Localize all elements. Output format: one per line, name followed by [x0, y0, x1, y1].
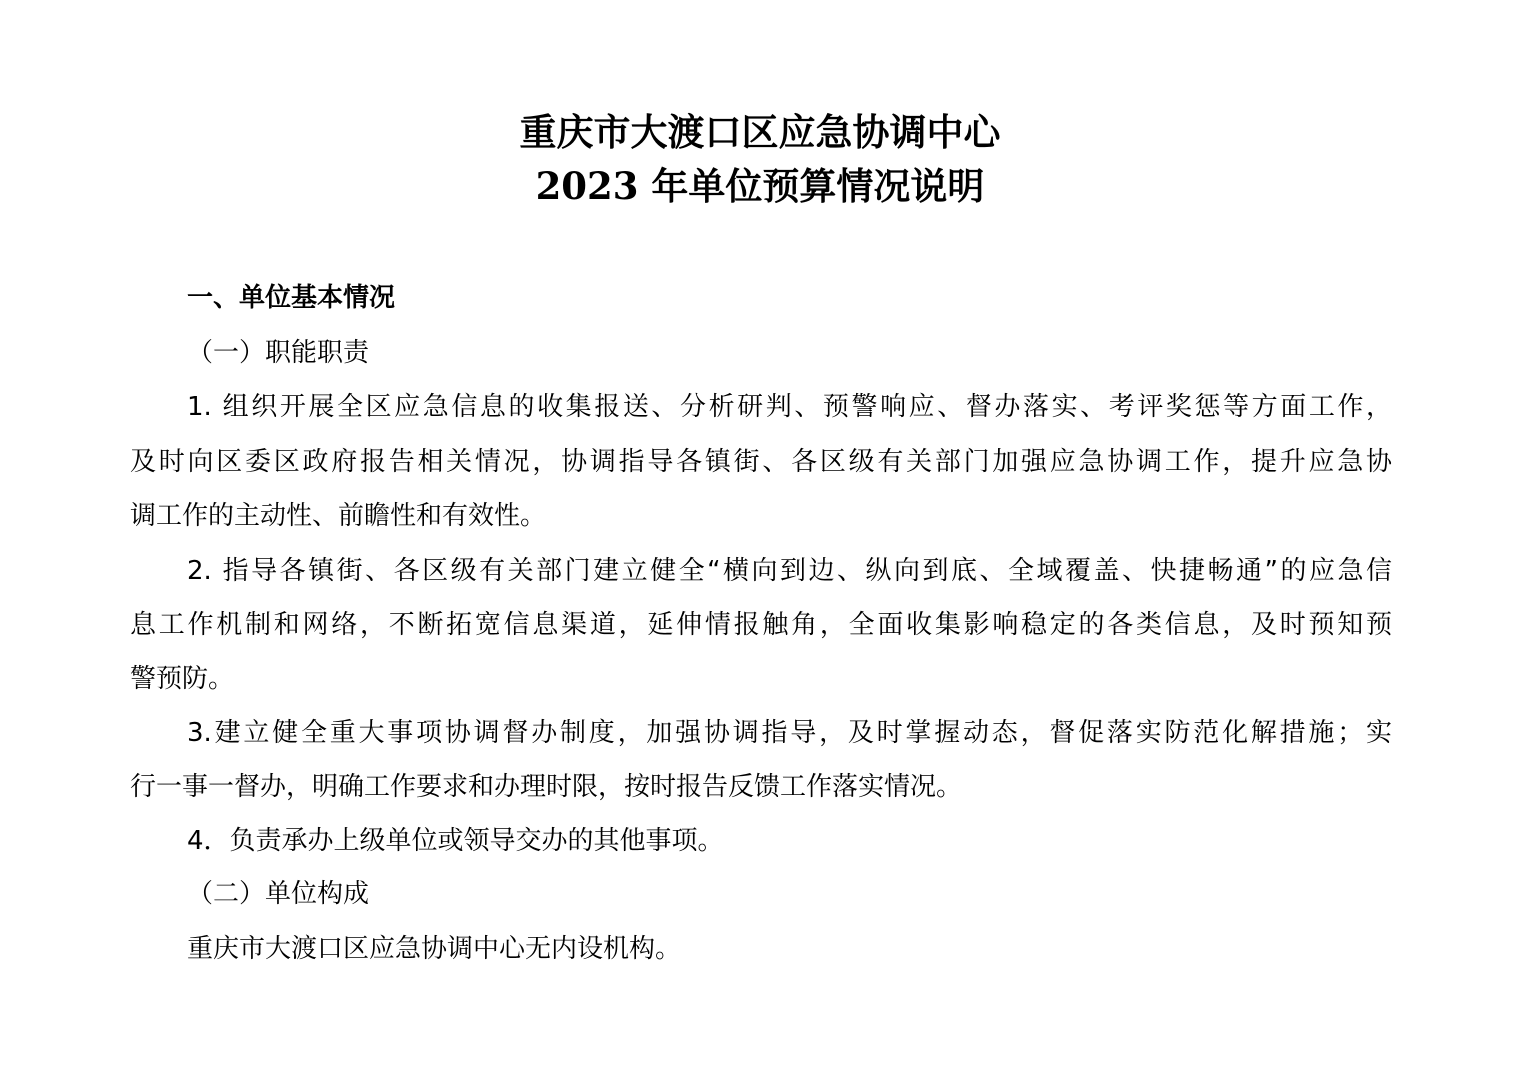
paragraph-item-1-line-2: 及时向区委区政府报告相关情况，协调指导各镇街、各区级有关部门加强应急协调工作，提升应急协 [130, 447, 1392, 477]
document-title-line-1: 重庆市大渡口区应急协调中心 [519, 110, 1001, 154]
paragraph-item-1-line-1: 1. 组织开展全区应急信息的收集报送、分析研判、预警响应、督办落实、考评奖惩等方面工作， [187, 392, 1392, 422]
section-heading: 一、单位基本情况 [187, 283, 396, 313]
paragraph-item-4-line-1: 4．负责承办上级单位或领导交办的其他事项。 [187, 826, 724, 856]
paragraph-item-2-line-2: 息工作机制和网络，不断拓宽信息渠道，延伸情报触角，全面收集影响稳定的各类信息，及时预知预 [130, 610, 1392, 640]
subsection-heading-duties: （一）职能职责 [187, 338, 370, 368]
paragraph-item-3-line-2: 行一事一督办，明确工作要求和办理时限，按时报告反馈工作落实情况。 [130, 772, 963, 802]
subsection-heading-composition: （二）单位构成 [187, 879, 370, 909]
paragraph-item-2-line-1: 2. 指导各镇街、各区级有关部门建立健全“横向到边、纵向到底、全域覆盖、快捷畅通”的应急信 [187, 556, 1392, 586]
composition-paragraph: 重庆市大渡口区应急协调中心无内设机构。 [187, 934, 682, 964]
paragraph-item-2-line-3: 警预防。 [130, 664, 235, 694]
document-title-line-2: 2023 年单位预算情况说明 [535, 164, 985, 208]
paragraph-item-3-line-1: 3.建立健全重大事项协调督办制度，加强协调指导，及时掌握动态，督促落实防范化解措施；实 [187, 718, 1392, 748]
paragraph-item-1-line-3: 调工作的主动性、前瞻性和有效性。 [130, 501, 547, 531]
